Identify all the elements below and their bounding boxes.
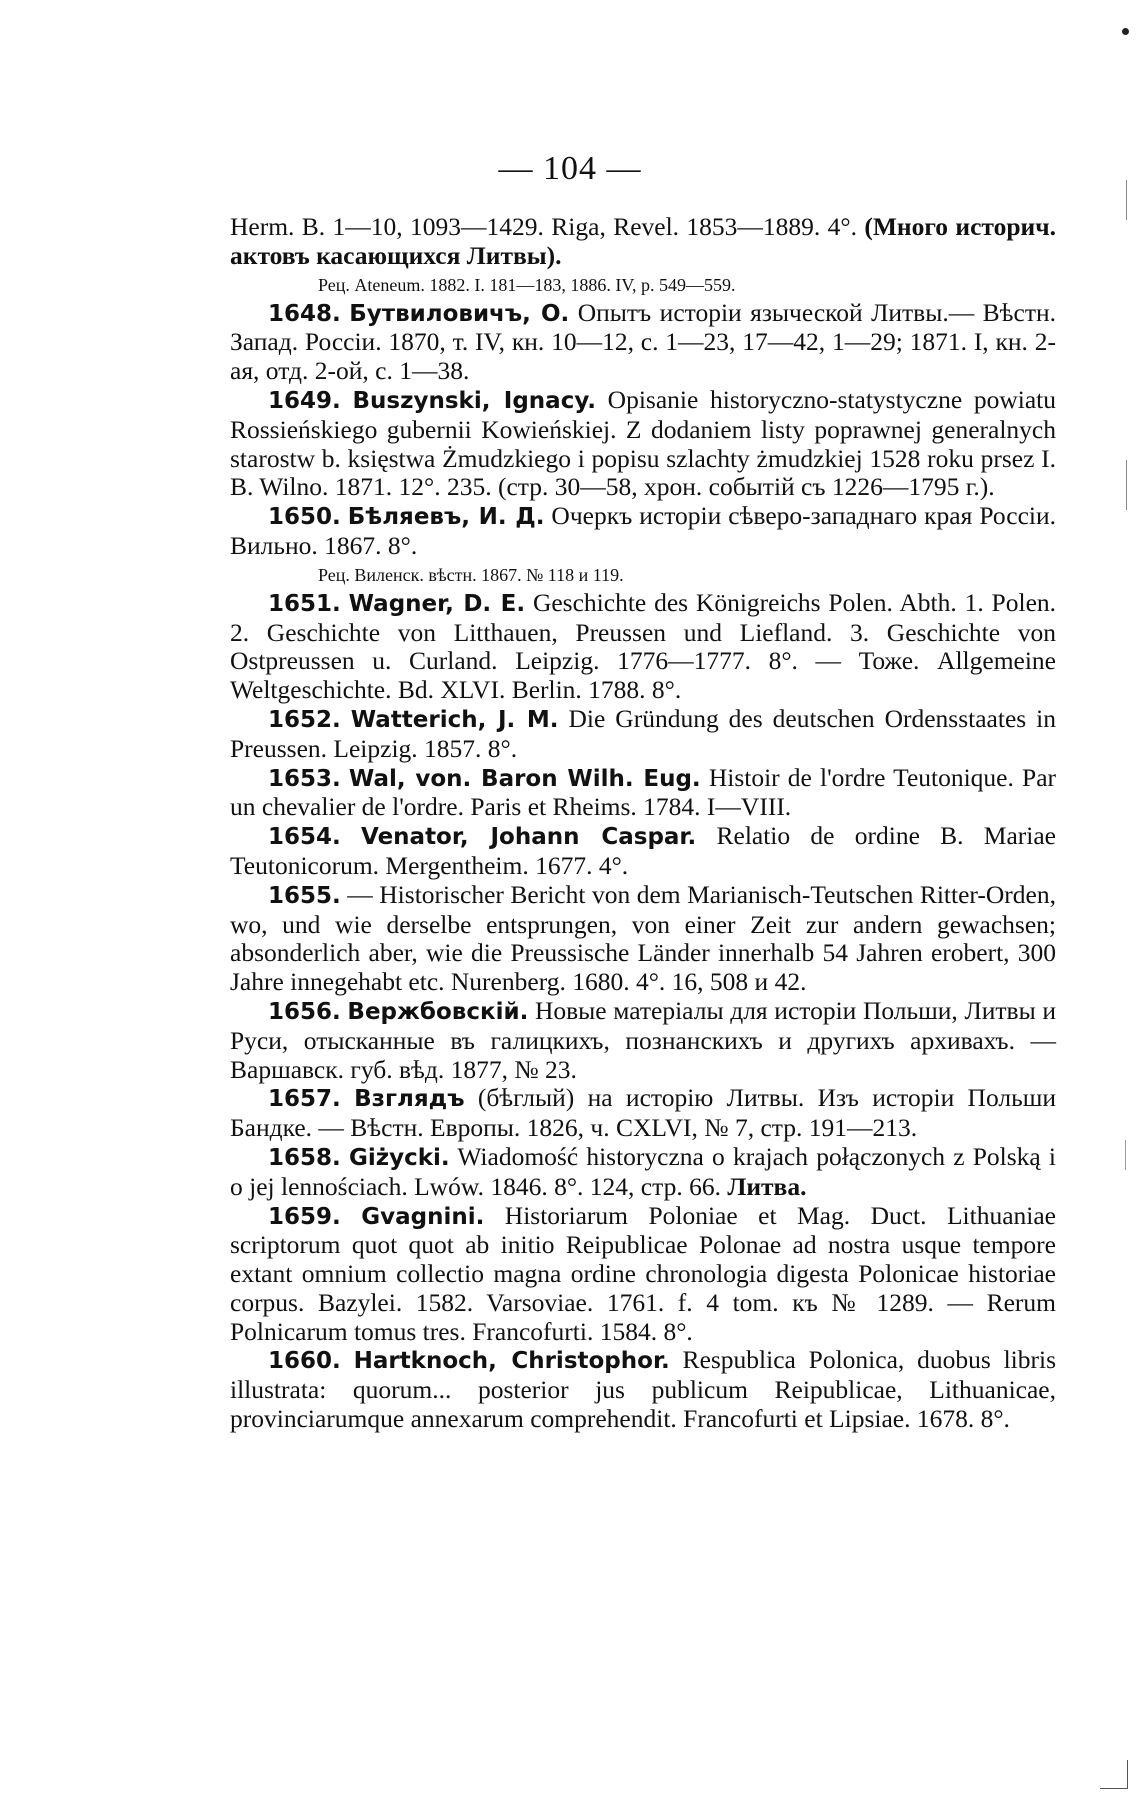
entry-author: Watterich, J. M.	[350, 706, 559, 733]
entry-1648	[230, 299, 1056, 386]
entry-text: Geschichte des Königreichs Polen. Abth. 1. Polen. 2. Geschichte von Litthauen, Preussen und Liefland. 3. Geschichte von Ostpreussen u. Curland. Leipzig. 1776—1777. 8°. — Тоже. Allgemeine Weltgeschichte. Bd. XLVI. Berlin. 1788. 8°.	[230, 587, 1057, 705]
entry-note: (Много историч. актовъ касающихся Литвы).	[230, 212, 1057, 270]
scan-edge-line	[1126, 460, 1127, 510]
entry-1652	[230, 705, 1056, 764]
entry-number: 1659.	[268, 1203, 341, 1230]
entry-1659	[230, 1202, 1056, 1347]
review-note: Рец. Виленск. вѣстн. 1867. № 118 и 119.	[318, 564, 624, 585]
entry-number: 1655.	[268, 882, 341, 909]
entry-text: (бѣглый) на исторiю Литвы. Изъ исторiи Польши Бандке. — Вѣстн. Европы. 1826, ч. CXLVI, № 7, стр. 191—213.	[230, 1083, 1057, 1143]
entry-text: Wiadomość historyczna o krajach połączonych z Polską i o jej lennościach. Lwów. 1846. 8°. 124, стр. 66.	[230, 1141, 1057, 1201]
scan-corner-mark	[1100, 1788, 1128, 1789]
scan-speck	[1122, 28, 1129, 35]
entry-author: Бѣляевъ, И. Д.	[347, 504, 545, 531]
entry-text: Опытъ исторiи языческой Литвы.— Вѣстн. Запад. Россiи. 1870, т. IV, кн. 10—12, с. 1—23, 17—42, 1—29; 1871. I, кн. 2-ая, отд. 2-ой, с. 1—38.	[230, 297, 1057, 386]
entry-1649	[230, 386, 1056, 502]
entry-number: 1660.	[268, 1348, 341, 1375]
entry-1658	[230, 1143, 1056, 1202]
entry-number: 1653.	[268, 765, 341, 792]
entry-subject: Литва.	[727, 1171, 807, 1201]
entry-1660	[230, 1346, 1056, 1433]
entry-text: Relatio de ordine B. Mariae Teutonicorum. Mergentheim. 1677. 4°.	[230, 821, 1056, 880]
entry-author: Бутвиловичъ, О.	[349, 300, 570, 327]
entry-1655	[230, 881, 1056, 997]
bibliography-text	[230, 213, 1056, 1434]
scan-edge-line	[1125, 1140, 1126, 1170]
entry-text: Очеркъ исторiи сѣверо-западнаго края Россiи. Вильно. 1867. 8°.	[230, 501, 1056, 560]
entry-1657	[230, 1084, 1056, 1143]
entry-1651	[230, 589, 1056, 705]
entry-text: Histoir de l'ordre Teutonique. Par un chevalier de l'ordre. Paris et Rheims. 1784. I—VIII.	[230, 762, 1057, 822]
entry-1650	[230, 502, 1056, 561]
entry-number: 1657.	[268, 1086, 341, 1113]
entry-author: Buszynski, Ignacy.	[352, 387, 596, 414]
continued-entry	[230, 213, 1056, 271]
entry-number: 1654.	[268, 824, 341, 851]
entry-1653	[230, 764, 1056, 823]
entry-author: Wal, von. Baron Wilh. Eug.	[348, 765, 701, 792]
scan-corner-mark	[1127, 1760, 1128, 1789]
entry-1656	[230, 997, 1056, 1084]
review-note: Рец. Ateneum. 1882. I. 181—183, 1886. IV, p. 549—559.	[318, 274, 736, 295]
entry-number: 1649.	[268, 387, 341, 414]
entry-text: Opisanie historyczno-statystyczne powiatu Rossieńskiego gubernii Kowieńskiej. Z dodaniem listy poprawnej generalnych starostw b. księstwa Żmudzkiego i popisu szlachty żmudzkiej 1528 roku prsez I. B. Wilno. 1871. 12°. 235. (стр. 30—58, хрон. событiй съ 1226—1795 г.).	[230, 384, 1056, 502]
entry-number: 1656.	[268, 998, 341, 1025]
entry-text: Новые матерiалы для исторiи Польши, Литвы и Руси, отысканные въ галицкихъ, познанскихъ и другихъ архивахъ. — Варшавск. губ. вѣд. 1877, № 23.	[230, 995, 1057, 1084]
entry-text: — Historischer Bericht von dem Marianisch-Teutschen Ritter-Orden, wo, und wie derselbe entsprungen, von einer Zeit zur andern gewachsen; absonderlich aber, wie die Preussische Länder innerhalb 54 Jahren erobert, 300 Jahre innegehabt etc. Nurenberg. 1680. 4°. 16, 508 и 42.	[230, 879, 1056, 997]
entry-author: Venator, Johann Caspar.	[361, 824, 697, 851]
entry-author: Вержбовскiй.	[347, 998, 529, 1025]
entry-author: Gvagnini.	[361, 1203, 485, 1230]
scan-edge-line	[1126, 180, 1127, 220]
entry-author: Hartknoch, Christophor.	[353, 1348, 670, 1375]
entry-1654	[230, 822, 1056, 881]
entry-text: Respublica Polonica, duobus libris illustrata: quorum... posterior jus publicum Reipublicae, Lithuanicae, provinciarumque annexarum comprehendit. Francofurti et Lipsiae. 1678. 8°.	[230, 1345, 1056, 1434]
entry-number: 1650.	[268, 504, 341, 531]
entry-number: 1651.	[268, 590, 341, 617]
entry-author: Giżycki.	[348, 1144, 450, 1171]
entry-text: Die Gründung des deutschen Ordensstaates in Preussen. Leipzig. 1857. 8°.	[230, 703, 1056, 763]
entry-author: Wagner, D. E.	[348, 590, 526, 617]
entry-number: 1648.	[268, 300, 341, 327]
entry-text: Herm. B. 1—10, 1093—1429. Riga, Revel. 1853—1889. 4°.	[230, 212, 865, 241]
page-number: — 104 —	[498, 150, 642, 187]
entry-number: 1658.	[268, 1144, 341, 1171]
entry-number: 1652.	[268, 706, 341, 733]
entry-text: Historiarum Poloniae et Mag. Duct. Lithuaniae scriptorum quot quot ab initio Reipublicae Polonae ad nostra usque tempore extant omnium collectio magna ordine chronologia digesta Polonicae historiae corpus. Bazylei. 1582. Varsoviae. 1761. f. 4 tom. къ № 1289. — Rerum Polnicarum tomus tres. Francofurti. 1584. 8°.	[230, 1200, 1056, 1346]
entry-author: Взглядъ	[354, 1086, 465, 1113]
